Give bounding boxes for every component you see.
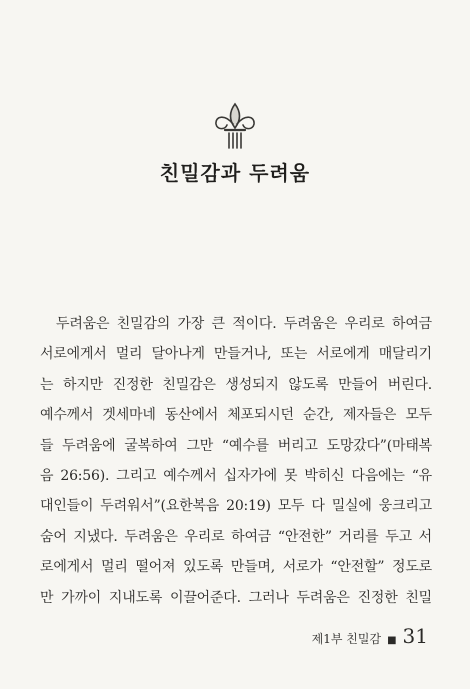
text-line: 로에게서 멀리 떨어져 있도록 만들며, 서로가 “안전할” 정도로 [40, 559, 432, 576]
text-line: 숨어 지냈다. 두려움은 우리로 하여금 “안전한” 거리를 두고 서 [40, 528, 432, 545]
page-footer [312, 624, 428, 648]
footer-section-label: 제1부 친밀감 [311, 632, 382, 646]
text-line: 예수께서 겟세마네 동산에서 체포되시던 순간, 제자들은 모두 [40, 407, 432, 424]
text-line: 대인들이 두려워서”(요한복음 20:19) 모두 다 밀실에 웅크리고 [40, 498, 432, 515]
text-line: 는 하지만 진정한 친밀감은 생성되지 않도록 만들어 버린다. [40, 376, 432, 393]
chapter-title: 친밀감과 두려움 [159, 161, 311, 185]
text-line: 음 26:56). 그리고 예수께서 십자가에 못 박히신 다음에는 “유 [40, 467, 432, 484]
text-line: 들 두려움에 굴복하여 그만 “예수를 버리고 도망갔다”(마태복 [40, 437, 432, 454]
body-paragraph [40, 309, 432, 613]
text-line: 두려움은 친밀감의 가장 큰 적이다. 두려움은 우리로 하여금 [56, 316, 432, 332]
page-number: 31 [402, 624, 428, 648]
text-line: 만 가까이 지내도록 이끌어준다. 그러나 두려움은 진정한 친밀 [40, 589, 432, 606]
fleur-de-lis-icon [205, 100, 265, 152]
text-line: 서로에게서 멀리 달아나게 만들거나, 또는 서로에게 매달리기 [40, 346, 432, 363]
footer-separator: ■ [387, 635, 397, 646]
